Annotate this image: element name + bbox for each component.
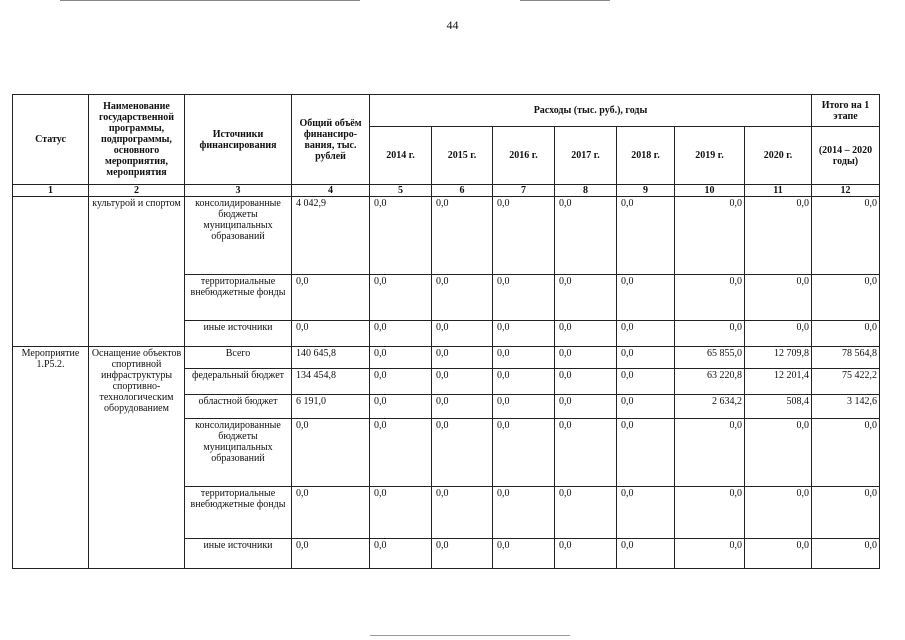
header-sources: Источники финансирования	[185, 95, 292, 185]
year-value-cell: 0,0	[675, 275, 745, 321]
year-value-cell: 63 220,8	[675, 369, 745, 395]
year-value-cell: 0,0	[432, 321, 493, 347]
column-number: 9	[617, 185, 675, 197]
year-value-cell: 0,0	[370, 321, 432, 347]
year-value-cell: 0,0	[432, 347, 493, 369]
column-number: 2	[89, 185, 185, 197]
page-number: 44	[446, 18, 459, 32]
column-number: 4	[292, 185, 370, 197]
year-value-cell: 0,0	[617, 419, 675, 487]
header-name: Наименование государственной программы, подпрограммы, основного мероприятия, мероприятия	[89, 95, 185, 185]
header-stage-period: (2014 – 2020 годы)	[812, 127, 880, 185]
year-value-cell: 2 634,2	[675, 395, 745, 419]
table-row	[13, 197, 880, 275]
stage-total-cell: 0,0	[812, 539, 880, 569]
total-cell: 0,0	[292, 419, 370, 487]
year-value-cell: 12 709,8	[745, 347, 812, 369]
stage-total-cell: 78 564,8	[812, 347, 880, 369]
stage-total-cell: 0,0	[812, 419, 880, 487]
total-cell: 0,0	[292, 487, 370, 539]
year-value-cell: 0,0	[370, 487, 432, 539]
year-value-cell: 0,0	[555, 347, 617, 369]
year-value-cell: 0,0	[432, 539, 493, 569]
year-value-cell: 0,0	[493, 347, 555, 369]
stage-total-cell: 0,0	[812, 197, 880, 275]
source-cell: территориальные внебюджетные фонды	[185, 487, 292, 539]
year-value-cell: 0,0	[370, 395, 432, 419]
column-number: 6	[432, 185, 493, 197]
year-value-cell: 0,0	[432, 487, 493, 539]
total-cell: 4 042,9	[292, 197, 370, 275]
stage-total-cell: 75 422,2	[812, 369, 880, 395]
year-value-cell: 0,0	[555, 275, 617, 321]
year-value-cell: 0,0	[675, 539, 745, 569]
column-number: 10	[675, 185, 745, 197]
header-year: 2014 г.	[370, 127, 432, 185]
year-value-cell: 0,0	[493, 419, 555, 487]
source-cell: федеральный бюджет	[185, 369, 292, 395]
scan-edge-line	[60, 0, 360, 1]
header-year: 2018 г.	[617, 127, 675, 185]
financing-table	[12, 94, 880, 569]
column-number-row	[13, 185, 880, 197]
year-value-cell: 0,0	[675, 487, 745, 539]
year-value-cell: 12 201,4	[745, 369, 812, 395]
table-row	[13, 347, 880, 369]
year-value-cell: 0,0	[745, 419, 812, 487]
total-cell: 140 645,8	[292, 347, 370, 369]
year-value-cell: 0,0	[555, 321, 617, 347]
year-value-cell: 0,0	[493, 539, 555, 569]
year-value-cell: 0,0	[493, 197, 555, 275]
year-value-cell: 0,0	[745, 321, 812, 347]
year-value-cell: 0,0	[432, 369, 493, 395]
year-value-cell: 0,0	[617, 369, 675, 395]
year-value-cell: 0,0	[617, 395, 675, 419]
year-value-cell: 0,0	[432, 275, 493, 321]
stage-total-cell: 0,0	[812, 321, 880, 347]
header-year: 2017 г.	[555, 127, 617, 185]
year-value-cell: 508,4	[745, 395, 812, 419]
scan-edge-line	[370, 635, 570, 636]
year-value-cell: 0,0	[370, 347, 432, 369]
source-cell: консолидированные бюджеты муниципальных образований	[185, 419, 292, 487]
year-value-cell: 0,0	[370, 419, 432, 487]
column-number: 5	[370, 185, 432, 197]
year-value-cell: 0,0	[370, 275, 432, 321]
year-value-cell: 0,0	[617, 321, 675, 347]
status-cell	[13, 197, 89, 347]
year-value-cell: 0,0	[370, 197, 432, 275]
status-cell: Мероприятие 1.Р5.2.	[13, 347, 89, 569]
header-year: 2015 г.	[432, 127, 493, 185]
column-number: 1	[13, 185, 89, 197]
year-value-cell: 0,0	[555, 487, 617, 539]
source-cell: иные источники	[185, 321, 292, 347]
year-value-cell: 65 855,0	[675, 347, 745, 369]
year-value-cell: 0,0	[675, 419, 745, 487]
year-value-cell: 0,0	[617, 539, 675, 569]
year-value-cell: 0,0	[555, 369, 617, 395]
column-number: 3	[185, 185, 292, 197]
year-value-cell: 0,0	[617, 487, 675, 539]
header-stage-total: Итого на 1 этапе	[812, 95, 880, 127]
total-cell: 0,0	[292, 539, 370, 569]
column-number: 11	[745, 185, 812, 197]
year-value-cell: 0,0	[675, 197, 745, 275]
year-value-cell: 0,0	[432, 395, 493, 419]
year-value-cell: 0,0	[432, 197, 493, 275]
year-value-cell: 0,0	[745, 487, 812, 539]
year-value-cell: 0,0	[675, 321, 745, 347]
total-cell: 0,0	[292, 275, 370, 321]
year-value-cell: 0,0	[555, 539, 617, 569]
name-cell: культурой и спортом	[89, 197, 185, 347]
header-year: 2019 г.	[675, 127, 745, 185]
year-value-cell: 0,0	[432, 419, 493, 487]
year-value-cell: 0,0	[555, 197, 617, 275]
year-value-cell: 0,0	[493, 275, 555, 321]
header-year: 2020 г.	[745, 127, 812, 185]
source-cell: территориальные внебюджетные фонды	[185, 275, 292, 321]
source-cell: консолидированные бюджеты муниципальных образований	[185, 197, 292, 275]
year-value-cell: 0,0	[493, 487, 555, 539]
column-number: 12	[812, 185, 880, 197]
year-value-cell: 0,0	[493, 369, 555, 395]
total-cell: 134 454,8	[292, 369, 370, 395]
header-expenses: Расходы (тыс. руб.), годы	[370, 95, 812, 127]
source-cell: иные источники	[185, 539, 292, 569]
year-value-cell: 0,0	[745, 539, 812, 569]
year-value-cell: 0,0	[493, 321, 555, 347]
year-value-cell: 0,0	[745, 275, 812, 321]
year-value-cell: 0,0	[555, 395, 617, 419]
year-value-cell: 0,0	[617, 275, 675, 321]
column-number: 8	[555, 185, 617, 197]
header-status: Статус	[13, 95, 89, 185]
year-value-cell: 0,0	[745, 197, 812, 275]
name-cell: Оснащение объектов спортивной инфраструктуры спортивно-технологическим оборудованием	[89, 347, 185, 569]
total-cell: 0,0	[292, 321, 370, 347]
header-year: 2016 г.	[493, 127, 555, 185]
total-cell: 6 191,0	[292, 395, 370, 419]
stage-total-cell: 3 142,6	[812, 395, 880, 419]
year-value-cell: 0,0	[493, 395, 555, 419]
scan-edge-line	[520, 0, 610, 1]
stage-total-cell: 0,0	[812, 487, 880, 539]
year-value-cell: 0,0	[370, 539, 432, 569]
source-cell: Всего	[185, 347, 292, 369]
header-total: Общий объём финансиро-вания, тыс. рублей	[292, 95, 370, 185]
year-value-cell: 0,0	[617, 197, 675, 275]
year-value-cell: 0,0	[370, 369, 432, 395]
year-value-cell: 0,0	[555, 419, 617, 487]
stage-total-cell: 0,0	[812, 275, 880, 321]
year-value-cell: 0,0	[617, 347, 675, 369]
source-cell: областной бюджет	[185, 395, 292, 419]
column-number: 7	[493, 185, 555, 197]
